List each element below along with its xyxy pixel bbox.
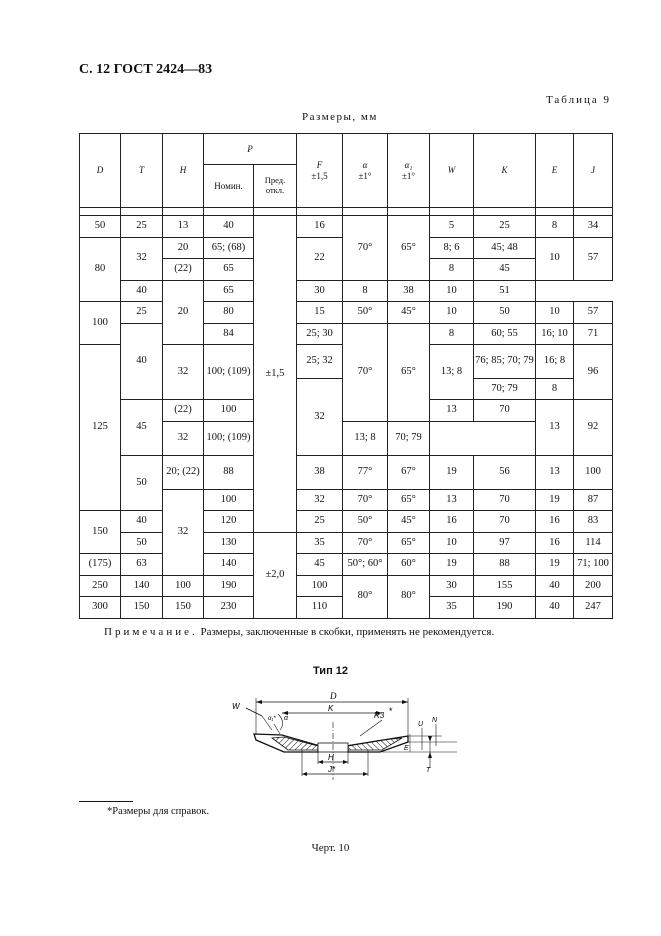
cell-P-nom: 65; (68) xyxy=(204,237,254,259)
cell-P-nom: 230 xyxy=(204,597,254,619)
cell-alpha: 80° xyxy=(343,575,388,618)
table-row xyxy=(80,216,613,238)
cell-P-nom: 65 xyxy=(204,259,254,281)
cell-F: 15 xyxy=(297,302,343,324)
cell-P-dev: ±2,0 xyxy=(254,532,297,618)
col-header-J: J xyxy=(574,134,613,208)
cell-W: 10 xyxy=(430,302,474,324)
label-D: D xyxy=(330,691,337,701)
col-header-F: F ±1,5 xyxy=(297,134,343,208)
dimensions-table xyxy=(79,133,613,619)
cell-K: 88 xyxy=(474,554,536,576)
cell-T: 50 xyxy=(121,455,163,511)
cell-E: 13 xyxy=(536,400,574,456)
cell-J: 57 xyxy=(574,237,613,280)
cell-H: (22) xyxy=(163,400,204,422)
cell-F: 16 xyxy=(297,216,343,238)
cell-E: 19 xyxy=(536,554,574,576)
cell-W: 16 xyxy=(430,511,474,533)
cell-E: 8 xyxy=(536,216,574,238)
label-T: T xyxy=(426,767,431,774)
cell-P-nom: 100; (109) xyxy=(204,345,254,400)
cell-H: (22) xyxy=(163,259,204,281)
cell-alpha1: 65° xyxy=(388,489,430,511)
cell-E: 40 xyxy=(536,575,574,597)
cell-E: 16 xyxy=(536,511,574,533)
label-J: J* xyxy=(328,765,336,774)
cell-alpha1: 60° xyxy=(388,554,430,576)
cell-D: 80 xyxy=(80,237,121,302)
col-header-T: T xyxy=(121,134,163,208)
cell-E: 10 xyxy=(536,237,574,280)
cell-J: 51 xyxy=(474,280,536,302)
cell-K: 70 xyxy=(474,511,536,533)
cell-F: 110 xyxy=(297,597,343,619)
cell-D: 125 xyxy=(80,345,121,511)
note-text: Размеры, заключенные в скобки, применять не рекомендуется. xyxy=(200,626,495,638)
table-row xyxy=(80,302,613,324)
label-R3: R3 xyxy=(374,711,385,720)
cell-F: 25 xyxy=(297,511,343,533)
cell-E: 16 xyxy=(536,532,574,554)
cell-J: 34 xyxy=(574,216,613,238)
label-star: * xyxy=(389,706,393,716)
cell-alpha1: 65° xyxy=(388,532,430,554)
cell-F: 25; 30 xyxy=(297,323,343,345)
cell-W: 8 xyxy=(430,259,474,281)
cell-W: 8 xyxy=(430,323,474,345)
label-W: W xyxy=(232,702,240,711)
cell-T: 40 xyxy=(121,323,163,400)
col-header-P-nom: Номин. xyxy=(204,165,254,208)
cell-T: 25 xyxy=(121,216,163,238)
cell-F: 38 xyxy=(297,455,343,489)
cell-J: 87 xyxy=(574,489,613,511)
cell-D: 250 xyxy=(80,575,121,597)
cell-F: 30 xyxy=(297,280,343,302)
cell-J: 100 xyxy=(574,455,613,489)
figure-caption: Черт. 10 xyxy=(311,842,350,854)
cell-F: 25; 32 xyxy=(297,345,343,379)
cell-K: 56 xyxy=(474,455,536,489)
table-row xyxy=(80,455,613,489)
figure-title: Тип 12 xyxy=(313,665,348,677)
cell-alpha1: 80° xyxy=(388,575,430,618)
col-header-P-dev: Пред. откл. xyxy=(254,165,297,208)
col-header-P: P xyxy=(204,134,297,165)
label-alpha: α xyxy=(284,715,288,722)
footnote-separator xyxy=(79,801,133,802)
label-H: H xyxy=(328,753,334,762)
cell-D: 100 xyxy=(80,302,121,345)
cell-P-nom: 88 xyxy=(204,455,254,489)
cell-J: 96 xyxy=(574,345,613,400)
cell-D: 300 xyxy=(80,597,121,619)
cell-T: 140 xyxy=(121,575,163,597)
label-U: U xyxy=(418,721,424,728)
cell-E: 13 xyxy=(536,455,574,489)
cell-P-nom: 190 xyxy=(204,575,254,597)
cell-alpha: 50° xyxy=(343,511,388,533)
col-header-E: E xyxy=(536,134,574,208)
cell-D: 50 xyxy=(80,216,121,238)
cell-P-nom: 140 xyxy=(204,554,254,576)
label-K: K xyxy=(328,704,334,713)
cell-P-dev: ±1,5 xyxy=(254,216,297,533)
cell-alpha1: 65° xyxy=(388,323,430,421)
cell-F: 22 xyxy=(297,237,343,280)
cell-W: 13 xyxy=(430,489,474,511)
cell-W: 13 xyxy=(430,400,474,422)
cell-J: 71 xyxy=(574,323,613,345)
cell-alpha: 70° xyxy=(343,216,388,281)
cell-alpha1: 65° xyxy=(388,216,430,281)
label-N: N xyxy=(432,717,438,724)
label-alpha1: α₁* xyxy=(268,716,276,722)
cell-K: 70 xyxy=(474,489,536,511)
cell-K: 76; 85; 70; 79 xyxy=(474,345,536,379)
cell-T: 40 xyxy=(121,511,163,533)
cell-T: 40 xyxy=(121,280,163,302)
cell-D: 150 xyxy=(80,511,121,554)
cell-P-nom: 100 xyxy=(204,489,254,511)
cell-J: 83 xyxy=(574,511,613,533)
cell-W: 19 xyxy=(430,455,474,489)
cell-alpha: 50° xyxy=(343,302,388,324)
cell-W: 8 xyxy=(343,280,388,302)
cell-W: 13; 8 xyxy=(430,345,474,400)
col-header-alpha1: α₁ ±1° xyxy=(388,134,430,208)
col-header-H: H xyxy=(163,134,204,208)
cell-F: 45 xyxy=(297,554,343,576)
col-header-D: D xyxy=(80,134,121,208)
cell-K: 70 xyxy=(474,400,536,422)
cell-J: 92 xyxy=(574,400,613,456)
cell-K: 50 xyxy=(474,302,536,324)
cell-E: 8 xyxy=(536,379,574,400)
cell-K: 70; 79 xyxy=(388,421,430,455)
cell-D: (175) xyxy=(80,554,121,576)
cell-W: 5 xyxy=(430,216,474,238)
cell-J: 200 xyxy=(574,575,613,597)
cell-alpha: 70° xyxy=(343,532,388,554)
cell-J: 247 xyxy=(574,597,613,619)
cell-F: 32 xyxy=(297,489,343,511)
col-header-alpha: α ±1° xyxy=(343,134,388,208)
cell-J: 57 xyxy=(574,302,613,324)
cell-W: 13; 8 xyxy=(343,421,388,455)
cell-W: 30 xyxy=(430,575,474,597)
cell-W: 35 xyxy=(430,597,474,619)
cell-K: 45 xyxy=(474,259,536,281)
cell-K: 155 xyxy=(474,575,536,597)
cell-E: 16; 10 xyxy=(536,323,574,345)
cell-H: 32 xyxy=(163,489,204,575)
cell-H: 20 xyxy=(163,237,204,259)
cell-alpha1: 67° xyxy=(388,455,430,489)
cell-T: 63 xyxy=(121,554,163,576)
cell-K: 97 xyxy=(474,532,536,554)
cell-E: 19 xyxy=(536,489,574,511)
cell-K: 70; 79 xyxy=(474,379,536,400)
cell-P-nom: 130 xyxy=(204,532,254,554)
footnote: *Размеры для справок. xyxy=(107,806,210,817)
cell-alpha: 77° xyxy=(343,455,388,489)
cell-J: 71; 100 xyxy=(574,554,613,576)
cell-T: 25 xyxy=(121,302,163,324)
table-note xyxy=(104,626,494,638)
table-row xyxy=(80,323,613,345)
cell-T: 45 xyxy=(121,400,163,456)
cell-E: 16; 8 xyxy=(536,345,574,379)
cell-E: 10 xyxy=(430,280,474,302)
cell-H: 32 xyxy=(163,421,204,455)
cell-H: 20 xyxy=(163,280,204,345)
cell-H: 20; (22) xyxy=(163,455,204,489)
note-label: Примечание. xyxy=(104,626,198,638)
cell-H: 32 xyxy=(163,345,204,400)
cell-P-nom: 120 xyxy=(204,511,254,533)
table-row xyxy=(80,554,613,576)
cell-H: 13 xyxy=(163,216,204,238)
cell-alpha: 70° xyxy=(343,489,388,511)
cell-alpha: 50°; 60° xyxy=(343,554,388,576)
cell-P-nom: 100; (109) xyxy=(204,421,254,455)
cell-P-nom: 100 xyxy=(204,400,254,422)
dimensions-label: Размеры, мм xyxy=(302,111,378,123)
cell-F: 35 xyxy=(297,532,343,554)
col-header-K: K xyxy=(474,134,536,208)
cell-K: 60; 55 xyxy=(474,323,536,345)
cell-alpha: 70° xyxy=(343,323,388,421)
cell-W: 8; 6 xyxy=(430,237,474,259)
table-row xyxy=(80,575,613,597)
table-label: Таблица 9 xyxy=(545,94,611,106)
wheel-drawing xyxy=(232,688,468,788)
cell-F: 100 xyxy=(297,575,343,597)
cell-P-nom: 40 xyxy=(204,216,254,238)
cell-T: 32 xyxy=(121,237,163,280)
cell-P-nom: 84 xyxy=(204,323,254,345)
cell-K: 38 xyxy=(388,280,430,302)
cell-alpha1: 45° xyxy=(388,511,430,533)
cell-F: 32 xyxy=(297,379,343,456)
cell-P-nom: 65 xyxy=(204,280,254,302)
col-header-W: W xyxy=(430,134,474,208)
cell-W: 19 xyxy=(430,554,474,576)
cell-K: 25 xyxy=(474,216,536,238)
cell-K: 190 xyxy=(474,597,536,619)
table-row xyxy=(80,511,613,533)
cell-P-nom: 80 xyxy=(204,302,254,324)
cell-J: 114 xyxy=(574,532,613,554)
cell-E: 40 xyxy=(536,597,574,619)
page-header: С. 12 ГОСТ 2424—83 xyxy=(79,62,213,77)
cell-E: 10 xyxy=(536,302,574,324)
cell-T: 150 xyxy=(121,597,163,619)
table-row xyxy=(80,280,613,302)
label-E: E xyxy=(404,745,409,752)
cell-T: 50 xyxy=(121,532,163,554)
table-row xyxy=(80,532,613,554)
cell-K: 45; 48 xyxy=(474,237,536,259)
cell-alpha1: 45° xyxy=(388,302,430,324)
cell-W: 10 xyxy=(430,532,474,554)
cell-H: 150 xyxy=(163,597,204,619)
cell-H: 100 xyxy=(163,575,204,597)
